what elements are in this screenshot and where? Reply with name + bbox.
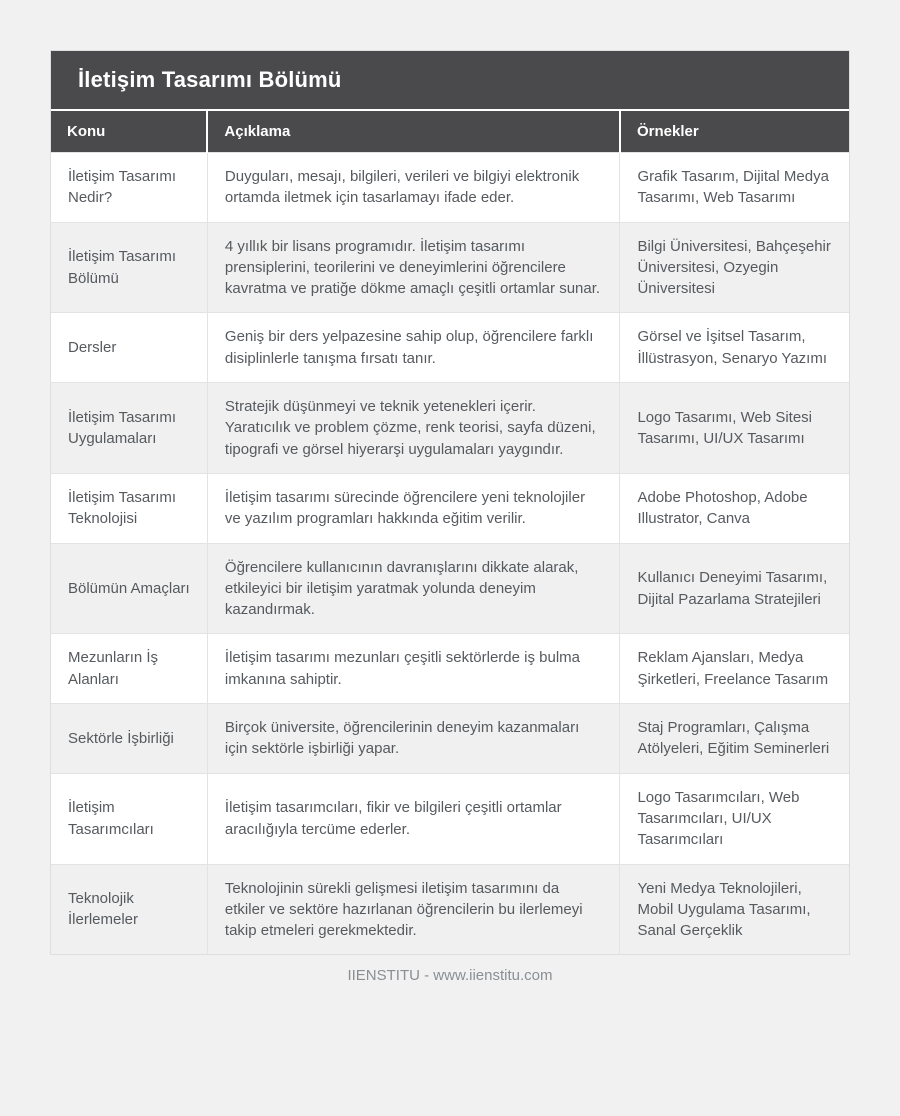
table-row bbox=[51, 153, 849, 223]
examples-cell: Staj Programları, Çalışma Atölyeleri, Eğitim Seminerleri bbox=[620, 704, 849, 774]
description-cell: Stratejik düşünmeyi ve teknik yetenekleri içerir. Yaratıcılık ve problem çözme, renk teorisi, sayfa düzeni, tipografi ve görsel hiyerarşi uygulamaları yaygındır. bbox=[207, 383, 620, 474]
table-row bbox=[51, 222, 849, 313]
table-row bbox=[51, 543, 849, 634]
examples-cell: Logo Tasarımı, Web Sitesi Tasarımı, UI/UX Tasarımı bbox=[620, 383, 849, 474]
table-header-row bbox=[51, 110, 849, 153]
examples-cell: Kullanıcı Deneyimi Tasarımı, Dijital Pazarlama Stratejileri bbox=[620, 543, 849, 634]
table-row bbox=[51, 634, 849, 704]
column-header-description: Açıklama bbox=[207, 110, 620, 153]
description-cell: İletişim tasarımı mezunları çeşitli sektörlerde iş bulma imkanına sahiptir. bbox=[207, 634, 620, 704]
examples-cell: Reklam Ajansları, Medya Şirketleri, Freelance Tasarım bbox=[620, 634, 849, 704]
column-header-examples: Örnekler bbox=[620, 110, 849, 153]
examples-cell: Logo Tasarımcıları, Web Tasarımcıları, UI/UX Tasarımcıları bbox=[620, 773, 849, 864]
description-cell: İletişim tasarımı sürecinde öğrencilere yeni teknolojiler ve yazılım programları hakkında eğitim verilir. bbox=[207, 473, 620, 543]
description-cell: Öğrencilere kullanıcının davranışlarını dikkate alarak, etkileyici bir iletişim yaratmak yolunda deneyim kazandırmak. bbox=[207, 543, 620, 634]
examples-cell: Görsel ve İşitsel Tasarım, İllüstrasyon, Senaryo Yazımı bbox=[620, 313, 849, 383]
description-cell: Teknolojinin sürekli gelişmesi iletişim tasarımını da etkiler ve sektöre hazırlanan öğrencilerin bu ilerlemeyi takip etmeleri gerekmektedir. bbox=[207, 864, 620, 954]
topic-cell: Mezunların İş Alanları bbox=[51, 634, 207, 704]
topic-cell: Dersler bbox=[51, 313, 207, 383]
topic-cell: İletişim Tasarımı Nedir? bbox=[51, 153, 207, 223]
description-cell: İletişim tasarımcıları, fikir ve bilgileri çeşitli ortamlar aracılığıyla tercüme ederler. bbox=[207, 773, 620, 864]
table-row bbox=[51, 773, 849, 864]
topic-cell: İletişim Tasarımcıları bbox=[51, 773, 207, 864]
description-cell: 4 yıllık bir lisans programıdır. İletişim tasarımı prensiplerini, teorilerini ve deneyimlerini öğrencilere kavratma ve pratiğe dökme amaçlı çeşitli ortamlar sunar. bbox=[207, 222, 620, 313]
page-title: İletişim Tasarımı Bölümü bbox=[51, 51, 849, 109]
description-cell: Duyguları, mesajı, bilgileri, verileri ve bilgiyi elektronik ortamda iletmek için tasarlamayı ifade eder. bbox=[207, 153, 620, 223]
table-body bbox=[51, 153, 849, 955]
topic-cell: İletişim Tasarımı Uygulamaları bbox=[51, 383, 207, 474]
topic-cell: Teknolojik İlerlemeler bbox=[51, 864, 207, 954]
topics-table bbox=[51, 109, 849, 954]
table-row bbox=[51, 313, 849, 383]
topic-cell: İletişim Tasarımı Bölümü bbox=[51, 222, 207, 313]
description-cell: Birçok üniversite, öğrencilerinin deneyim kazanmaları için sektörle işbirliği yapar. bbox=[207, 704, 620, 774]
topic-cell: Sektörle İşbirliği bbox=[51, 704, 207, 774]
info-table-card bbox=[50, 50, 850, 955]
footer-attribution: IIENSTITU - www.iienstitu.com bbox=[347, 967, 553, 985]
topic-cell: Bölümün Amaçları bbox=[51, 543, 207, 634]
table-row bbox=[51, 473, 849, 543]
examples-cell: Adobe Photoshop, Adobe Illustrator, Canva bbox=[620, 473, 849, 543]
examples-cell: Yeni Medya Teknolojileri, Mobil Uygulama Tasarımı, Sanal Gerçeklik bbox=[620, 864, 849, 954]
table-row bbox=[51, 704, 849, 774]
examples-cell: Bilgi Üniversitesi, Bahçeşehir Üniversitesi, Ozyegin Üniversitesi bbox=[620, 222, 849, 313]
table-row bbox=[51, 864, 849, 954]
examples-cell: Grafik Tasarım, Dijital Medya Tasarımı, Web Tasarımı bbox=[620, 153, 849, 223]
table-row bbox=[51, 383, 849, 474]
description-cell: Geniş bir ders yelpazesine sahip olup, öğrencilere farklı disiplinlerle tanışma fırsatı tanır. bbox=[207, 313, 620, 383]
column-header-topic: Konu bbox=[51, 110, 207, 153]
topic-cell: İletişim Tasarımı Teknolojisi bbox=[51, 473, 207, 543]
